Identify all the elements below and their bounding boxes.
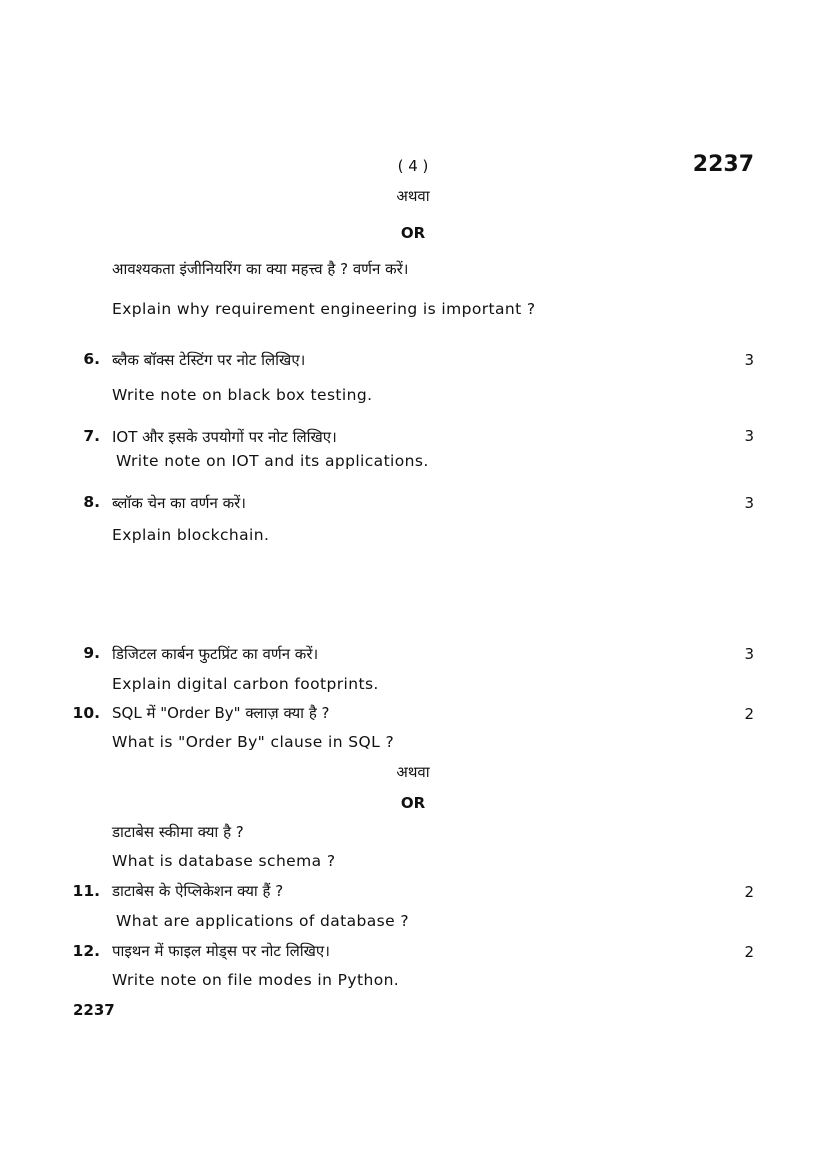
question-9-number: 9. bbox=[83, 644, 100, 662]
question-10-marks: 2 bbox=[744, 705, 754, 723]
question-6-number: 6. bbox=[83, 350, 100, 368]
or-english-2: OR bbox=[400, 794, 426, 812]
question-10-alt-english: What is database schema ? bbox=[112, 852, 336, 870]
question-12-english: Write note on file modes in Python. bbox=[112, 971, 400, 989]
paper-code-top: 2237 bbox=[692, 152, 754, 177]
question-6-english: Write note on black box testing. bbox=[112, 386, 373, 404]
question-11-number: 11. bbox=[72, 882, 100, 900]
intro-hindi: आवश्यकता इंजीनियरिंग का क्या महत्त्व है ? वर्णन करें। bbox=[112, 260, 409, 278]
question-8-hindi: ब्लॉक चेन का वर्णन करें। bbox=[112, 494, 246, 512]
question-10-english: What is "Order By" clause in SQL ? bbox=[112, 733, 395, 751]
question-6-marks: 3 bbox=[744, 351, 754, 369]
question-11-marks: 2 bbox=[744, 883, 754, 901]
question-8-english: Explain blockchain. bbox=[112, 526, 270, 544]
question-7-number: 7. bbox=[83, 427, 100, 445]
paper-code-bottom: 2237 bbox=[73, 1001, 115, 1019]
question-12-marks: 2 bbox=[744, 943, 754, 961]
question-9-english: Explain digital carbon footprints. bbox=[112, 675, 379, 693]
question-11-english: What are applications of database ? bbox=[116, 912, 410, 930]
or-hindi: अथवा bbox=[396, 187, 430, 205]
question-9-hindi: डिजिटल कार्बन फुटप्रिंट का वर्णन करें। bbox=[112, 645, 319, 663]
question-10-hindi: SQL में "Order By" क्लाज़ क्या है ? bbox=[112, 704, 330, 722]
question-8-marks: 3 bbox=[744, 494, 754, 512]
question-7-hindi: IOT और इसके उपयोगों पर नोट लिखिए। bbox=[112, 428, 337, 446]
question-11-hindi: डाटाबेस के ऐप्लिकेशन क्या हैं ? bbox=[112, 882, 284, 900]
intro-english: Explain why requirement engineering is important ? bbox=[112, 300, 536, 318]
page-number: ( 4 ) bbox=[397, 157, 429, 175]
question-10-number: 10. bbox=[72, 704, 100, 722]
question-9-marks: 3 bbox=[744, 645, 754, 663]
question-8-number: 8. bbox=[83, 493, 100, 511]
or-hindi-2: अथवा bbox=[396, 763, 430, 781]
question-7-marks: 3 bbox=[744, 427, 754, 445]
question-12-number: 12. bbox=[72, 942, 100, 960]
or-english: OR bbox=[400, 224, 426, 242]
question-12-hindi: पाइथन में फाइल मोड्स पर नोट लिखिए। bbox=[112, 942, 330, 960]
question-6-hindi: ब्लैक बॉक्स टेस्टिंग पर नोट लिखिए। bbox=[112, 351, 306, 369]
question-10-alt-hindi: डाटाबेस स्कीमा क्या है ? bbox=[112, 823, 244, 841]
question-7-english: Write note on IOT and its applications. bbox=[116, 452, 429, 470]
